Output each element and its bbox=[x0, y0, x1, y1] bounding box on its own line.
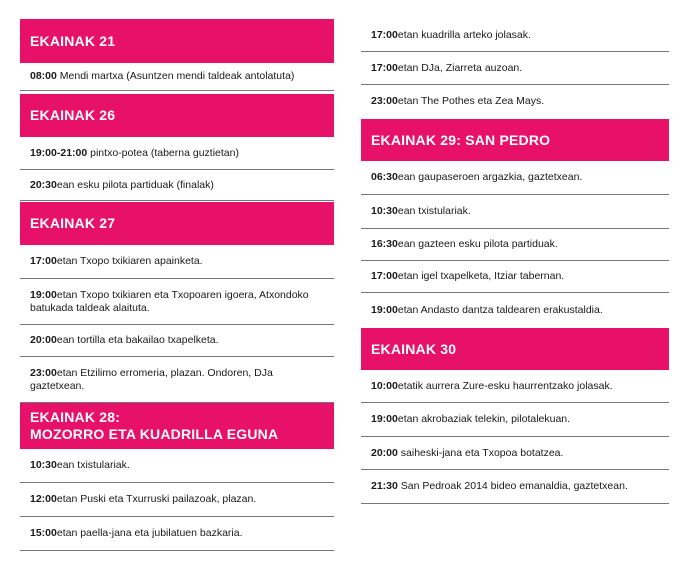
event-item bbox=[20, 325, 334, 357]
event-time: 16:30 bbox=[371, 238, 398, 250]
event-text: etan kuadrilla arteko jolasak. bbox=[397, 28, 531, 41]
event-text: etatik aurrera Zure-esku haurrentzako jolasak. bbox=[397, 379, 613, 392]
event-text: San Pedroak 2014 bideo emanaldia, gaztetxean. bbox=[397, 480, 628, 492]
event-text: saiheski-jana eta Txopoa botatzea. bbox=[397, 446, 564, 459]
event-time: 10:30 bbox=[371, 205, 398, 217]
event-item bbox=[361, 85, 669, 118]
day-title: EKAINAK 30 bbox=[371, 340, 457, 357]
event-text: etan The Pothes eta Zea Mays. bbox=[397, 95, 545, 107]
day-title: EKAINAK 29: SAN PEDRO bbox=[371, 131, 551, 148]
event-item bbox=[361, 370, 669, 403]
event-time: 20:30 bbox=[30, 178, 57, 191]
event-time: 19:00 bbox=[371, 413, 398, 425]
day-title: EKAINAK 21 bbox=[30, 32, 116, 49]
event-item bbox=[361, 437, 669, 470]
day-header-27 bbox=[20, 202, 334, 245]
day-header-30 bbox=[361, 328, 669, 370]
event-text: ean tortilla eta bakailao txapelketa. bbox=[56, 334, 219, 346]
event-time: 23:00 bbox=[371, 95, 398, 107]
day-subtitle: MOZORRO ETA KUADRILLA EGUNA bbox=[30, 426, 279, 442]
event-text: etan Puski eta Txurruski pailazoak, plazan. bbox=[56, 493, 257, 505]
event-text: etan Txopo txikiaren eta Txopoaren igoera, Atxondoko batukada taldeak alaituta. bbox=[30, 288, 309, 314]
day-header-28 bbox=[20, 403, 334, 449]
event-text: etan Andasto dantza taldearen erakustaldia. bbox=[397, 303, 603, 316]
event-text: ean txistulariak. bbox=[397, 205, 471, 217]
event-text: ean gaupaseroen argazkia, gaztetxean. bbox=[397, 171, 583, 183]
event-time: 15:00 bbox=[30, 527, 57, 539]
event-time: 20:00 bbox=[30, 334, 57, 346]
day-header-26 bbox=[20, 94, 334, 137]
event-text: ean gazteen esku pilota partiduak. bbox=[397, 238, 558, 250]
event-item bbox=[361, 52, 669, 85]
day-title: EKAINAK 26 bbox=[30, 107, 116, 123]
event-text: etan Txopo txikiaren apainketa. bbox=[56, 255, 203, 267]
event-item bbox=[20, 449, 334, 483]
event-text: Mendi martxa (Asuntzen mendi taldeak antolatuta) bbox=[56, 70, 295, 82]
event-time: 10:30 bbox=[30, 459, 57, 471]
event-item bbox=[20, 63, 334, 91]
event-text: etan Etzilimo erromeria, plazan. Ondoren, DJa gaztetxean. bbox=[30, 366, 273, 392]
event-time: 17:00 bbox=[371, 28, 398, 41]
event-time: 17:00 bbox=[371, 270, 398, 282]
event-item bbox=[20, 483, 334, 517]
event-item bbox=[361, 261, 669, 293]
event-item bbox=[20, 279, 334, 325]
event-item bbox=[20, 357, 334, 403]
event-item bbox=[361, 229, 669, 261]
event-text: ean txistulariak. bbox=[56, 459, 130, 471]
event-item bbox=[361, 161, 669, 195]
event-item bbox=[361, 293, 669, 327]
event-time: 17:00 bbox=[371, 61, 398, 74]
event-time: 17:00 bbox=[30, 255, 57, 267]
day-header-29 bbox=[361, 119, 669, 161]
day-title: EKAINAK 28: bbox=[30, 409, 121, 425]
event-time: 10:00 bbox=[371, 379, 398, 392]
day-header-21 bbox=[20, 19, 334, 63]
event-text: etan paella-jana eta jubilatuen bazkaria. bbox=[56, 527, 243, 539]
event-time: 23:00 bbox=[30, 366, 57, 379]
event-time: 19:00 bbox=[30, 288, 57, 301]
event-item bbox=[361, 470, 669, 504]
event-text: etan DJa, Ziarreta auzoan. bbox=[397, 61, 523, 74]
event-item bbox=[361, 403, 669, 437]
event-text: etan akrobaziak telekin, pilotalekuan. bbox=[397, 413, 571, 425]
event-time: 12:00 bbox=[30, 493, 57, 505]
event-time: 06:30 bbox=[371, 171, 398, 183]
event-item bbox=[361, 195, 669, 229]
event-item bbox=[361, 19, 669, 52]
event-item bbox=[20, 245, 334, 279]
event-time: 20:00 bbox=[371, 446, 398, 459]
event-time: 19:00 bbox=[371, 303, 398, 316]
event-time: 21:30 bbox=[371, 480, 398, 492]
day-title: EKAINAK 27 bbox=[30, 215, 116, 231]
event-time: 19:00-21:00 bbox=[30, 146, 88, 159]
event-item bbox=[20, 137, 334, 170]
event-item bbox=[20, 517, 334, 551]
event-text: pintxo-potea (taberna guztietan) bbox=[87, 146, 239, 159]
event-time: 08:00 bbox=[30, 70, 57, 82]
event-text: ean esku pilota partiduak (finalak) bbox=[56, 178, 214, 191]
event-text: etan igel txapelketa, Itziar tabernan. bbox=[397, 270, 565, 282]
event-item bbox=[20, 170, 334, 201]
